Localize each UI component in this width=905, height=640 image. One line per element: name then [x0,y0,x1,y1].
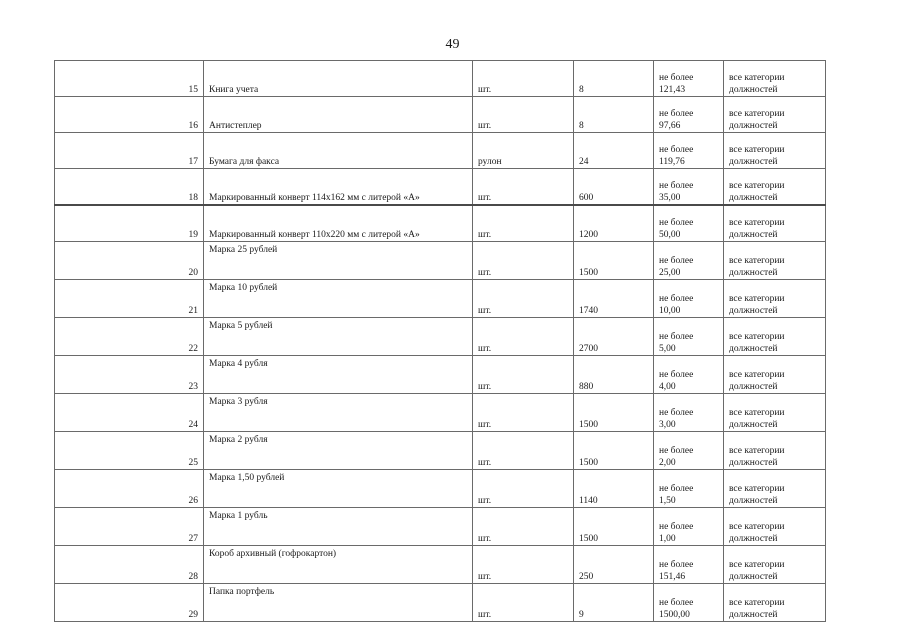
unit-cell [473,584,574,622]
table-row [55,394,826,432]
price-text: 4,00 [659,382,676,392]
category-text: должностей [729,344,778,354]
category-text: все категории [729,145,785,155]
unit-cell [473,546,574,584]
unit-text: шт. [478,610,492,620]
unit-cell [473,356,574,394]
row-number-cell [55,470,204,508]
row-number-cell [55,97,204,133]
page-number: 49 [445,37,460,52]
price-text: 3,00 [659,420,676,430]
items-table [54,60,826,622]
price-text: 50,00 [659,230,681,240]
unit-text: шт. [478,572,492,582]
table-row [55,546,826,584]
unit-cell [473,169,574,206]
price-text: не более [659,109,694,119]
quantity-cell [574,318,654,356]
price-text: 119,76 [659,157,685,167]
category-cell [724,169,826,206]
row-number-text: 16 [188,121,198,131]
table-row [55,470,826,508]
item-name-text: Антистеплер [209,121,262,131]
category-cell [724,205,826,242]
category-text: должностей [729,193,778,203]
quantity-cell [574,546,654,584]
price-text: 1500,00 [659,610,690,620]
category-text: должностей [729,157,778,167]
quantity-text: 1500 [579,420,598,430]
item-name-text: Марка 1 рубль [209,511,268,521]
unit-cell [473,97,574,133]
price-cell [654,470,724,508]
item-name-cell [204,508,473,546]
quantity-text: 250 [579,572,594,582]
unit-cell [473,61,574,97]
price-text: 35,00 [659,193,681,203]
row-number-text: 29 [188,610,198,620]
quantity-text: 880 [579,382,594,392]
unit-text: шт. [478,230,492,240]
item-name-text: Маркированный конверт 114х162 мм с литерой «А» [209,193,420,203]
row-number-cell [55,584,204,622]
category-text: должностей [729,230,778,240]
category-text: должностей [729,268,778,278]
row-number-text: 18 [188,193,198,203]
table-row [55,432,826,470]
item-name-text: Марка 3 рубля [209,397,268,407]
price-cell [654,133,724,169]
table-row [55,356,826,394]
row-number-text: 20 [188,268,198,278]
price-text: не более [659,332,694,342]
item-name-cell [204,61,473,97]
item-name-cell [204,205,473,242]
category-text: все категории [729,522,785,532]
category-text: должностей [729,85,778,95]
category-text: должностей [729,121,778,131]
category-text: все категории [729,484,785,494]
category-text: все категории [729,218,785,228]
price-text: не более [659,598,694,608]
unit-cell [473,205,574,242]
table-row [55,97,826,133]
quantity-text: 9 [579,610,584,620]
category-text: все категории [729,181,785,191]
row-number-cell [55,133,204,169]
price-text: не более [659,484,694,494]
quantity-cell [574,470,654,508]
price-text: не более [659,446,694,456]
row-number-text: 23 [188,382,198,392]
category-cell [724,584,826,622]
quantity-cell [574,432,654,470]
row-number-cell [55,169,204,206]
category-cell [724,242,826,280]
price-text: 1,00 [659,534,676,544]
item-name-cell [204,432,473,470]
price-cell [654,97,724,133]
item-name-cell [204,394,473,432]
unit-cell [473,432,574,470]
table-row [55,242,826,280]
price-text: не более [659,218,694,228]
item-name-text: Марка 2 рубля [209,435,268,445]
category-text: должностей [729,382,778,392]
quantity-cell [574,584,654,622]
quantity-text: 1200 [579,230,598,240]
price-text: не более [659,560,694,570]
price-cell [654,318,724,356]
unit-cell [473,133,574,169]
item-name-cell [204,97,473,133]
category-text: должностей [729,458,778,468]
category-text: все категории [729,332,785,342]
category-cell [724,318,826,356]
price-text: не более [659,145,694,155]
items-table-body [55,61,826,622]
quantity-cell [574,61,654,97]
item-name-text: Марка 1,50 рублей [209,473,285,483]
row-number-cell [55,432,204,470]
unit-cell [473,508,574,546]
table-row [55,205,826,242]
price-text: 2,00 [659,458,676,468]
category-text: должностей [729,534,778,544]
price-text: 1,50 [659,496,676,506]
quantity-text: 1500 [579,458,598,468]
row-number-cell [55,242,204,280]
price-cell [654,508,724,546]
item-name-text: Марка 4 рубля [209,359,268,369]
quantity-text: 600 [579,193,594,203]
unit-text: шт. [478,344,492,354]
quantity-cell [574,133,654,169]
price-cell [654,432,724,470]
row-number-cell [55,546,204,584]
row-number-text: 25 [188,458,198,468]
category-text: должностей [729,306,778,316]
price-text: 97,66 [659,121,681,131]
item-name-cell [204,584,473,622]
item-name-cell [204,356,473,394]
quantity-text: 2700 [579,344,598,354]
table-row [55,318,826,356]
quantity-text: 24 [579,157,589,167]
item-name-cell [204,470,473,508]
row-number-cell [55,394,204,432]
price-cell [654,394,724,432]
price-text: 10,00 [659,306,681,316]
quantity-cell [574,394,654,432]
row-number-text: 15 [188,85,198,95]
table-row [55,169,826,206]
category-text: должностей [729,572,778,582]
category-cell [724,470,826,508]
category-text: все категории [729,598,785,608]
quantity-text: 1140 [579,496,598,506]
item-name-text: Марка 5 рублей [209,321,273,331]
category-text: все категории [729,256,785,266]
item-name-text: Бумага для факса [209,157,280,167]
row-number-text: 28 [188,572,198,582]
unit-text: шт. [478,420,492,430]
unit-text: шт. [478,306,492,316]
price-cell [654,242,724,280]
item-name-cell [204,546,473,584]
row-number-text: 24 [188,420,198,430]
category-cell [724,97,826,133]
item-name-cell [204,133,473,169]
price-text: 151,46 [659,572,686,582]
row-number-text: 21 [188,306,198,316]
unit-text: шт. [478,121,492,131]
price-text: не более [659,73,694,83]
table-row [55,133,826,169]
price-text: не более [659,294,694,304]
quantity-cell [574,356,654,394]
quantity-cell [574,169,654,206]
category-text: должностей [729,420,778,430]
item-name-cell [204,242,473,280]
unit-text: шт. [478,382,492,392]
category-text: все категории [729,73,785,83]
table-row [55,508,826,546]
category-text: все категории [729,109,785,119]
category-text: все категории [729,294,785,304]
price-cell [654,546,724,584]
unit-text: шт. [478,458,492,468]
item-name-text: Книга учета [209,85,259,95]
price-text: не более [659,408,694,418]
price-text: 121,43 [659,85,686,95]
quantity-cell [574,205,654,242]
item-name-text: Маркированный конверт 110х220 мм с литерой «А» [209,230,420,240]
price-text: не более [659,256,694,266]
quantity-cell [574,242,654,280]
price-text: не более [659,181,694,191]
price-text: 5,00 [659,344,676,354]
category-cell [724,546,826,584]
unit-text: шт. [478,268,492,278]
item-name-text: Папка портфель [209,587,275,597]
category-text: должностей [729,610,778,620]
quantity-cell [574,280,654,318]
price-cell [654,280,724,318]
quantity-text: 1500 [579,534,598,544]
item-name-cell [204,318,473,356]
row-number-cell [55,205,204,242]
unit-text: шт. [478,193,492,203]
row-number-text: 19 [188,230,198,240]
category-cell [724,133,826,169]
category-cell [724,280,826,318]
category-text: все категории [729,446,785,456]
price-cell [654,356,724,394]
unit-cell [473,394,574,432]
price-cell [654,61,724,97]
unit-cell [473,470,574,508]
category-text: все категории [729,370,785,380]
quantity-text: 1500 [579,268,598,278]
row-number-text: 27 [188,534,198,544]
price-cell [654,169,724,206]
category-cell [724,508,826,546]
category-text: все категории [729,560,785,570]
row-number-cell [55,318,204,356]
item-name-cell [204,280,473,318]
quantity-text: 8 [579,85,584,95]
quantity-text: 1740 [579,306,598,316]
item-name-text: Марка 10 рублей [209,283,278,293]
row-number-text: 22 [188,344,198,354]
quantity-cell [574,97,654,133]
category-text: все категории [729,408,785,418]
table-row [55,280,826,318]
category-cell [724,432,826,470]
quantity-cell [574,508,654,546]
row-number-cell [55,356,204,394]
row-number-cell [55,61,204,97]
price-text: 25,00 [659,268,681,278]
unit-cell [473,242,574,280]
table-row [55,584,826,622]
price-cell [654,584,724,622]
item-name-cell [204,169,473,206]
item-name-text: Марка 25 рублей [209,245,278,255]
row-number-cell [55,508,204,546]
row-number-cell [55,280,204,318]
row-number-text: 17 [188,157,198,167]
row-number-text: 26 [188,496,198,506]
quantity-text: 8 [579,121,584,131]
unit-cell [473,318,574,356]
unit-text: шт. [478,534,492,544]
category-cell [724,394,826,432]
unit-text: рулон [478,157,502,167]
unit-text: шт. [478,496,492,506]
table-row [55,61,826,97]
unit-cell [473,280,574,318]
unit-text: шт. [478,85,492,95]
item-name-text: Короб архивный (гофрокартон) [209,549,337,559]
price-cell [654,205,724,242]
category-cell [724,356,826,394]
price-text: не более [659,522,694,532]
category-cell [724,61,826,97]
category-text: должностей [729,496,778,506]
price-text: не более [659,370,694,380]
